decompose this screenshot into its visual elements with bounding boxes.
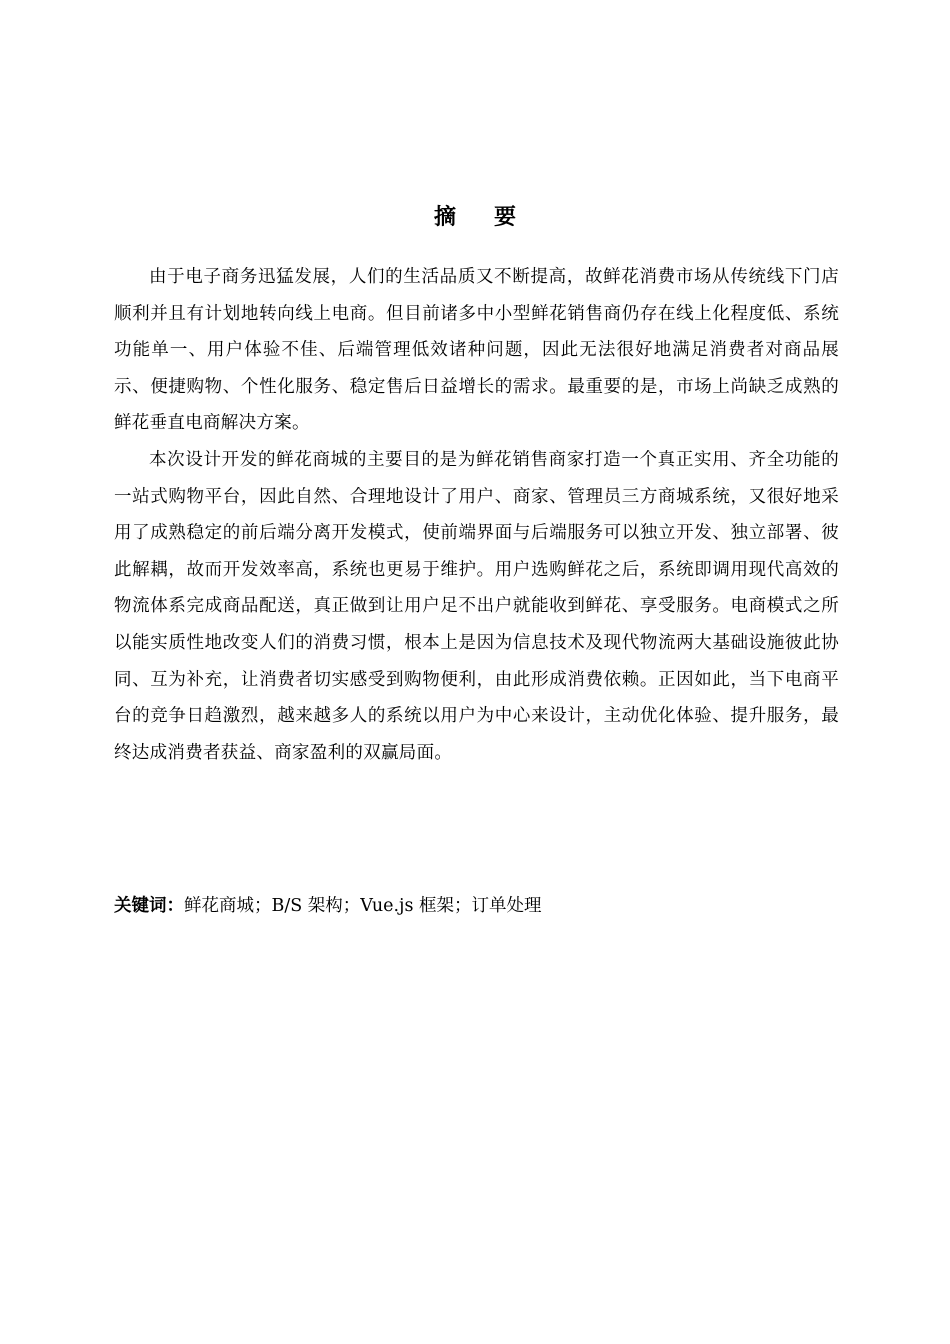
keywords-line — [114, 888, 839, 924]
page-title — [0, 198, 950, 238]
title-char-1: 摘 — [433, 205, 456, 230]
abstract-paragraph-1: 由于电子商务迅猛发展，人们的生活品质又不断提高，故鲜花消费市场从传统线下门店顺利并且有计划地转向线上电商。但目前诸多中小型鲜花销售商仍存在线上化程度低、系统功能单一、用户体验不佳、后端管理低效诸种问题，因此无法很好地满足消费者对商品展示、便捷购物、个性化服务、稳定售后日益增长的需求。最重要的是，市场上尚缺乏成熟的鲜花垂直电商解决方案。 — [114, 267, 839, 434]
abstract-paragraph-2: 本次设计开发的鲜花商城的主要目的是为鲜花销售商家打造一个真正实用、齐全功能的一站式购物平台，因此自然、合理地设计了用户、商家、管理员三方商城系统，又很好地采用了成熟稳定的前后端分离开发模式，使前端界面与后端服务可以独立开发、独立部署、彼此解耦，故而开发效率高，系统也更易于维护。用户选购鲜花之后，系统即调用现代高效的物流体系完成商品配送，真正做到让用户足不出户就能收到鲜花、享受服务。电商模式之所以能实质性地改变人们的消费习惯，根本上是因为信息技术及现代物流两大基础设施彼此协同、互为补充，让消费者切实感受到购物便利，由此形成消费依赖。正因如此，当下电商平台的竞争日趋激烈，越来越多人的系统以用户为中心来设计，主动优化体验、提升服务，最终达成消费者获益、商家盈利的双赢局面。 — [114, 449, 839, 763]
abstract-body — [114, 259, 839, 771]
keywords-text: 鲜花商城；B/S 架构；Vue.js 框架；订单处理 — [184, 896, 542, 916]
keywords-label: 关键词： — [114, 896, 184, 916]
title-char-2: 要 — [494, 205, 517, 230]
